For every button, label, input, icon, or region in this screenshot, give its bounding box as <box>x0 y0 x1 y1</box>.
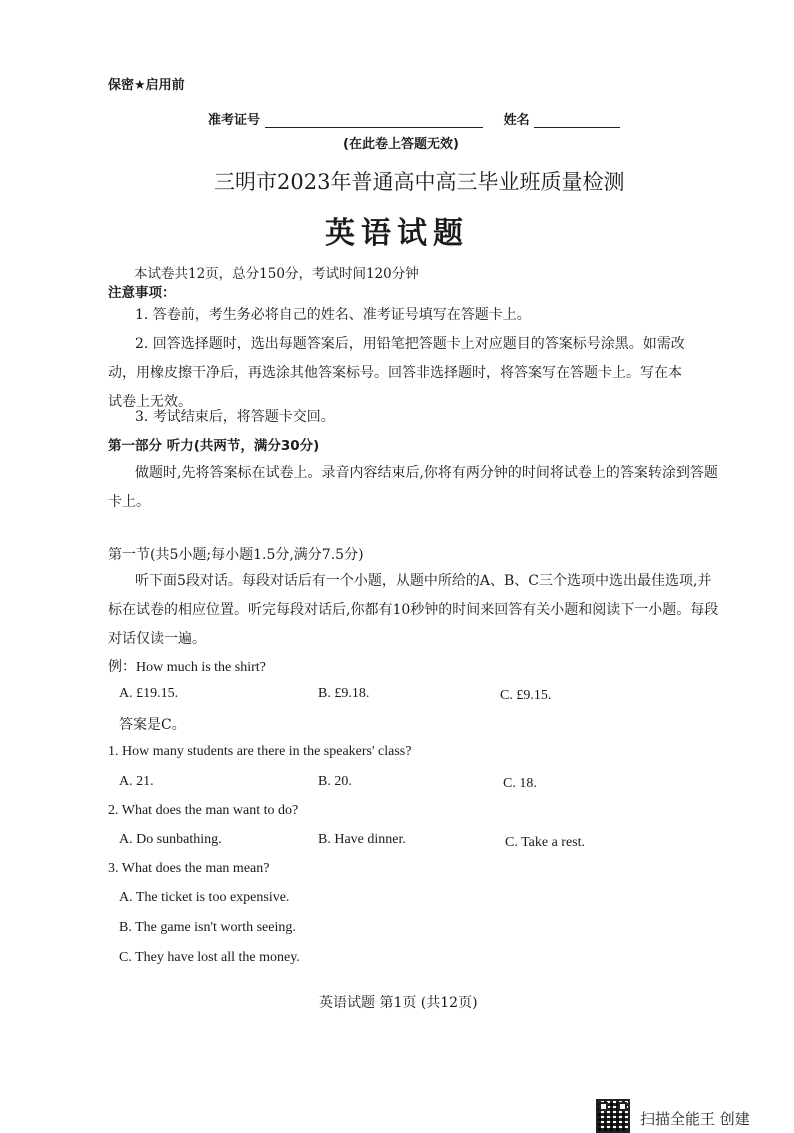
example-option-c: C. £9.15. <box>500 688 552 703</box>
notes-heading: 注意事项： <box>108 285 176 301</box>
example-option-b: B. £9.18. <box>318 686 370 701</box>
question-3: 3. What does the man mean? <box>108 861 270 876</box>
example-option-a: A. £19.15. <box>119 686 179 701</box>
confidential-label: 保密★启用前 <box>108 78 185 93</box>
exam-id-row <box>208 109 620 128</box>
note-3: 3. 考试结束后，将答题卡交回。 <box>135 409 335 425</box>
example-answer: 答案是C。 <box>119 717 186 733</box>
part1-heading: 第一部分 听力(共两节，满分30分) <box>108 438 320 454</box>
part1-instruction: 做题时,先将答案标在试卷上。录音内容结束后,你将有两分钟的时间将试卷上的答案转涂到答题卡上。 <box>108 465 718 510</box>
exam-title: 英语试题 <box>325 216 469 251</box>
scanner-watermark: 扫描全能王 创建 <box>640 1110 750 1128</box>
q2-option-a: A. Do sunbathing. <box>119 832 222 847</box>
note-1: 1. 答卷前，考生务必将自己的姓名、准考证号填写在答题卡上。 <box>135 307 531 323</box>
q2-option-b: B. Have dinner. <box>318 832 406 847</box>
name-field[interactable] <box>534 113 620 128</box>
q3-option-b: B. The game isn't worth seeing. <box>119 920 296 935</box>
question-2: 2. What does the man want to do? <box>108 803 299 818</box>
no-answer-notice: (在此卷上答题无效) <box>343 137 459 152</box>
q2-option-c: C. Take a rest. <box>505 835 586 850</box>
qr-code-icon <box>596 1099 630 1133</box>
name-label: 姓名 <box>503 113 530 128</box>
q3-option-a: A. The ticket is too expensive. <box>119 890 290 905</box>
exam-subtitle: 三明市2023年普通高中高三毕业班质量检测 <box>214 170 625 194</box>
exam-summary: 本试卷共12页，总分150分，考试时间120分钟 <box>134 266 419 282</box>
q3-option-c: C. They have lost all the money. <box>119 950 300 965</box>
q1-option-c: C. 18. <box>503 776 537 791</box>
page-footer: 英语试题 第1页 (共12页) <box>319 995 478 1011</box>
example-question: 例：How much is the shirt? <box>108 660 266 675</box>
q1-option-a: A. 21. <box>119 774 154 789</box>
exam-id-field[interactable] <box>265 113 483 128</box>
note-2: 2. 回答选择题时，选出每题答案后，用铅笔把答题卡上对应题目的答案标号涂黑。如需改动，用橡皮擦干净后，再选涂其他答案标号。回答非选择题时，将答案写在答题卡上。写在本试卷上无效。 <box>108 336 685 410</box>
q1-option-b: B. 20. <box>318 774 352 789</box>
section1-instruction: 听下面5段对话。每段对话后有一个小题，从题中所给的A、B、C三个选项中选出最佳选项,并标在试卷的相应位置。听完每段对话后,你都有10秒钟的时间来回答有关小题和阅读下一小题。每段对话仅读一遍。 <box>108 573 719 647</box>
question-1: 1. How many students are there in the speakers' class? <box>108 744 412 759</box>
section1-heading: 第一节(共5小题;每小题1.5分,满分7.5分) <box>108 547 364 563</box>
exam-id-label: 准考证号 <box>208 113 261 128</box>
